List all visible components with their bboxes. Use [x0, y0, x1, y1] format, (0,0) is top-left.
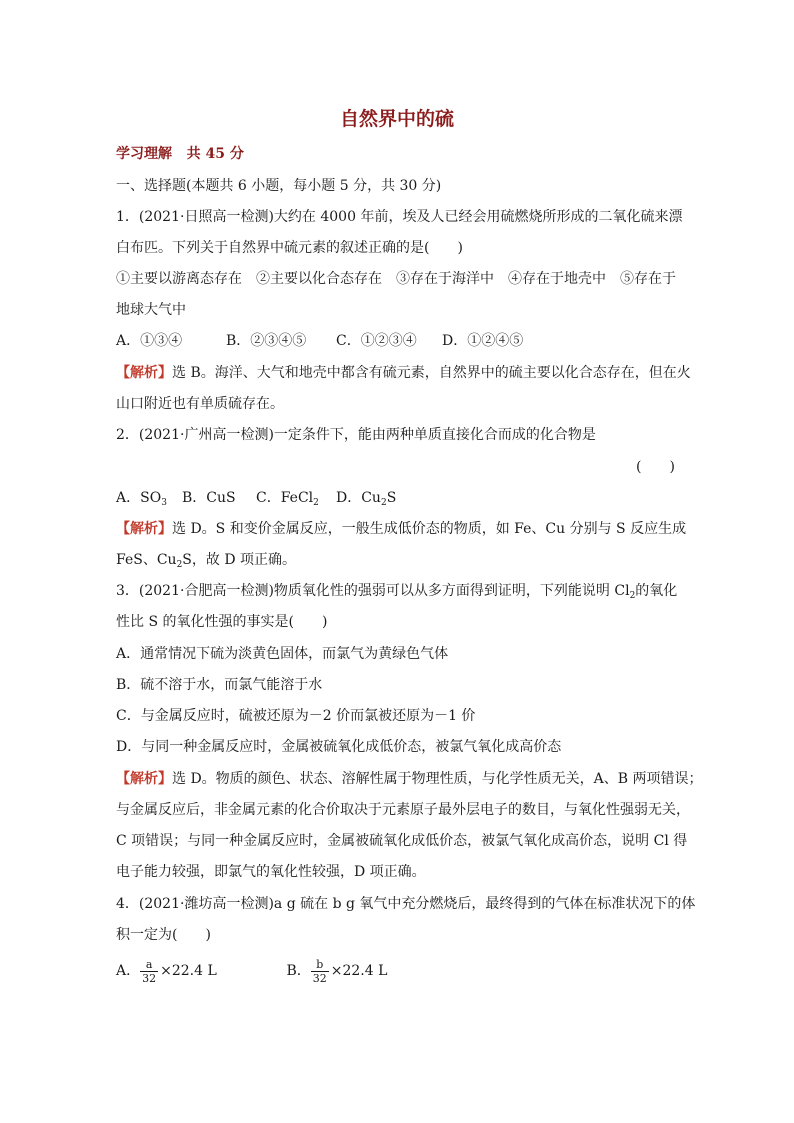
q1-stem-line1: 1．(2021·日照高一检测)大约在 4000 年前，埃及人已经会用硫燃烧所形成的二氧化硫来漂 — [116, 209, 683, 225]
part-heading: 一、选择题(本题共 6 小题，每小题 5 分，共 30 分) — [116, 178, 442, 194]
q1-items-line2: 地球大气中 — [116, 302, 186, 318]
q3-stem-line2: 性比 S 的氧化性强的事实是( ) — [116, 614, 328, 630]
q1-option-b: B．②③④⑤ — [226, 333, 307, 349]
q3-analysis-line1 — [116, 769, 703, 789]
q4-option-a: A． $\frac{a}{32}$ ×22.4 L — [116, 957, 217, 985]
q4-option-b: B． $\frac{b}{32}$ ×22.4 L — [286, 957, 388, 985]
q1-analysis-line1 — [116, 363, 691, 383]
q3-stem-line1: 3．(2021·合肥高一检测)物质氧化性的强弱可以从多方面得到证明，下列能说明 $Cl_2$的氧化 — [116, 583, 678, 601]
q3-option-d: D．与同一种金属反应时，金属被硫氧化成低价态，被氯气氧化成高价态 — [116, 739, 562, 755]
q1-stem-line2: 白布匹。下列关于自然界中硫元素的叙述正确的是( ) — [116, 240, 463, 256]
section-header — [116, 144, 686, 164]
q4-options — [116, 955, 686, 987]
section-score: 共 45 分 — [186, 146, 244, 162]
q3-analysis-line4: 电子能力较强，即氯气的氧化性较强，D 项正确。 — [116, 864, 426, 880]
q2-option-a: A．$SO_3$ — [116, 490, 167, 508]
q3-analysis-line2: 与金属反应后，非金属元素的化合价取决于元素原子最外层电子的数目，与氧化性强弱无关， — [116, 802, 690, 818]
q1-option-d: D．①②④⑤ — [442, 333, 524, 349]
q3-option-c: C．与金属反应时，硫被还原为－2 价而氯被还原为－1 价 — [116, 708, 476, 724]
q2-analysis-line1 — [116, 519, 686, 539]
analysis-tag: 【解析】 — [116, 365, 172, 381]
fraction-a-over-32: $\frac{a}{32}$ — [142, 957, 157, 985]
analysis-tag: 【解析】 — [116, 771, 172, 787]
section-label: 学习理解 — [116, 146, 172, 162]
q4-stem-line1: 4．(2021·潍坊高一检测)a g 硫在 b g 氧气中充分燃烧后，最终得到的气体在标准状况下的体 — [116, 896, 696, 912]
fraction-b-over-32: $\frac{b}{32}$ — [312, 957, 327, 985]
q3-option-a: A．通常情况下硫为淡黄色固体，而氯气为黄绿色气体 — [116, 646, 449, 662]
q3-analysis-text1: 选 D。物质的颜色、状态、溶解性属于物理性质，与化学性质无关，A、B 两项错误； — [172, 771, 703, 787]
analysis-tag: 【解析】 — [116, 521, 172, 537]
q2-options — [116, 488, 686, 513]
page-title: 自然界中的硫 — [339, 108, 454, 130]
q2-analysis-line2: FeS、$Cu_2S$，故 D 项正确。 — [116, 552, 297, 570]
q2-option-d: D．$Cu_2S$ — [336, 490, 397, 508]
q1-options — [116, 331, 686, 351]
q1-option-c: C．①②③④ — [336, 333, 417, 349]
q1-option-a: A．①③④ — [116, 333, 183, 349]
q2-stem-line1: 2．(2021·广州高一检测)一定条件下，能由两种单质直接化合而成的化合物是 — [116, 427, 596, 443]
q1-analysis-line2: 山口附近也有单质硫存在。 — [116, 396, 284, 412]
q2-answer-paren: ( ) — [636, 459, 675, 475]
q1-items-line1: ①主要以游离态存在 ②主要以化合态存在 ③存在于海洋中 ④存在于地壳中 ⑤存在于 — [116, 271, 676, 287]
q4-stem-line2: 积一定为( ) — [116, 927, 211, 943]
q2-option-c: C．FeCl$_2$ — [256, 490, 319, 508]
q3-analysis-line3: C 项错误；与同一种金属反应时，金属被硫氧化成低价态，被氯气氧化成高价态，说明 Cl 得 — [116, 833, 688, 849]
q3-option-b: B．硫不溶于水，而氯气能溶于水 — [116, 677, 323, 693]
q2-option-b: B．CuS — [182, 490, 236, 506]
q2-analysis-text1: 选 D。S 和变价金属反应，一般生成低价态的物质，如 Fe、Cu 分别与 S 反应生成 — [172, 521, 687, 537]
q1-analysis-text1: 选 B。海洋、大气和地壳中都含有硫元素，自然界中的硫主要以化合态存在，但在火 — [172, 365, 691, 381]
